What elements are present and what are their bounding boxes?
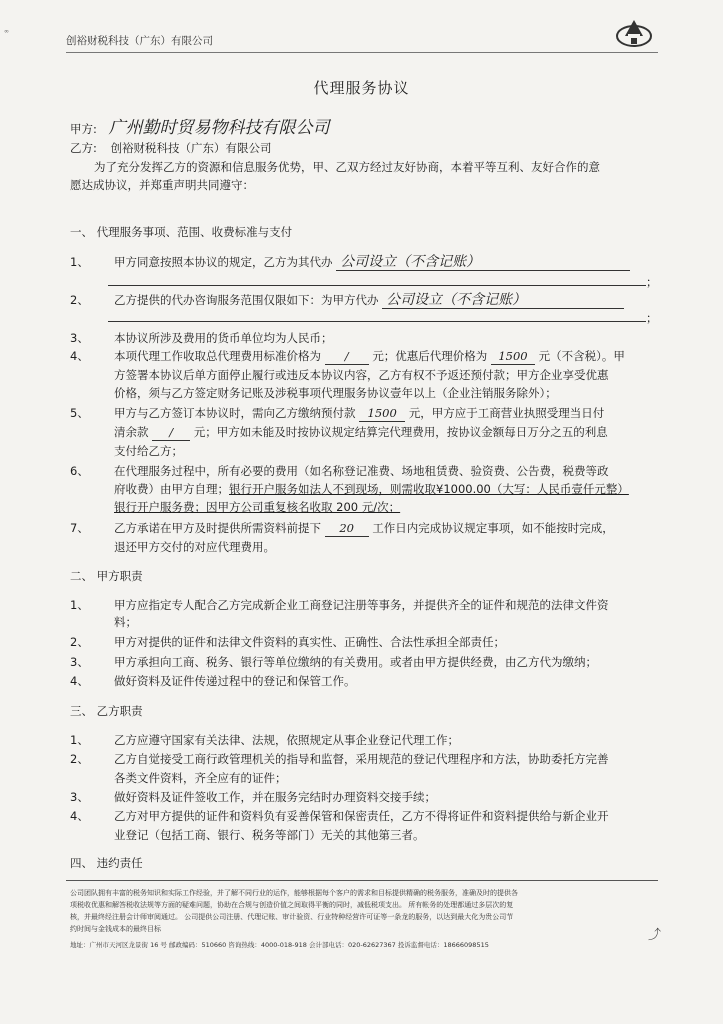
s1-item-4-line-3: 价格，须与乙方签定财务记账及涉税事项代理服务协议壹年以上（企业注销服务除外）； — [114, 386, 557, 400]
s1-item-4-standard-price-slash: / — [325, 348, 369, 365]
s1-item-1-line-2: ； — [108, 274, 658, 290]
s1-item-2-line-2: ； — [108, 310, 658, 326]
s1-item-4-discount-price: 1500 — [491, 348, 535, 365]
s1-item-5-line-1: 甲方与乙方签订本协议时，需向乙方缴纳预付款 1500 元，甲方应于工商营业执照受理当日付 — [114, 406, 605, 420]
s1-item-2-handwritten-service: 公司设立（不含记账） — [382, 292, 624, 309]
page-title: 代理服务协议 — [313, 79, 410, 97]
s2-item-1-number: 1、 — [70, 598, 89, 612]
s1-item-1-handwritten-service: 公司设立（不含记账） — [336, 254, 630, 271]
s1-item-1-number: 1、 — [70, 255, 89, 269]
s1-item-7-days: 20 — [325, 520, 369, 537]
s1-item-6-bank-fee-clause: 银行开户服务如法人不到现场，则需收取¥1000.00（大写：人民币壹仟元整） — [229, 482, 629, 496]
s2-item-1-line-2: 料； — [114, 615, 137, 629]
section-4-title: 四、 违约责任 — [70, 856, 143, 870]
s3-item-4-line-2: 业登记（包括工商、银行、税务等部门）无关的其他第三者。 — [114, 828, 425, 842]
s3-item-1-line-1: 乙方应遵守国家有关法律、法规，依照规定从事企业登记代理工作； — [114, 733, 459, 747]
party-b-row — [70, 140, 272, 156]
letterhead-company: 创裕财税科技（广东）有限公司 — [66, 35, 213, 47]
section-3-title: 三、 乙方职责 — [70, 704, 143, 718]
s1-item-6-number: 6、 — [70, 464, 89, 478]
s1-item-6-bank-fee-clause-2: 银行开户服务费；因甲方公司重复核名收取 200 元/次； — [114, 500, 401, 514]
stray-mark: ∞ — [4, 28, 9, 35]
s3-item-2-number: 2、 — [70, 752, 89, 766]
s1-item-1-line-1: 甲方同意按照本协议的规定，乙方为其代办 公司设立（不含记账） — [114, 254, 630, 271]
s1-item-4-line-1: 本项代理工作收取总代理费用标准价格为 / 元；优惠后代理价格为 1500 元（不含税）。甲 — [114, 349, 625, 363]
s2-item-3-line-1: 甲方承担向工商、税务、银行等单位缴纳的有关费用。或者由甲方提供经费，由乙方代为缴纳； — [114, 655, 597, 669]
party-a-row — [70, 120, 330, 137]
footer-divider — [66, 880, 658, 881]
s3-item-3-number: 3、 — [70, 790, 89, 804]
s1-item-5-line-2: 清余款 / 元；甲方如未能及时按协议规定结算完代理费用，按协议金额每日万分之五的利息 — [114, 425, 608, 439]
s1-item-3-line-1: 本协议所涉及费用的货币单位均为人民币； — [114, 331, 333, 345]
footer-text-line-3: 核，并最终经注册会计师审阅通过。 公司提供公司注册、代理记账、审计验资、行业特种经营许可证等一条龙的服务，以达到最大化为贵公司节 — [70, 913, 514, 921]
footer-text-line-1: 公司团队拥有丰富的税务知识和实际工作经验，并了解不同行业的运作，能够根据每个客户的需求和目标提供精确的税务服务，准确及时的提供各 — [70, 889, 518, 897]
section-1-title: 一、 代理服务事项、范围、收费标准与支付 — [70, 225, 293, 239]
footer-address: 地址：广州市天河区龙景街 16 号 邮政编码：510660 咨询热线：4000-018-918 会计部电话：020-62627367 投诉监督电话：18666098515 — [70, 941, 489, 949]
s3-item-1-number: 1、 — [70, 733, 89, 747]
s1-item-5-line-3: 支付给乙方； — [114, 444, 183, 458]
footer-text-line-4: 约时间与金钱成本的最终目标 — [70, 925, 161, 933]
s1-item-6-line-2: 府收费）由甲方自理；银行开户服务如法人不到现场，则需收取¥1000.00（大写：人民币壹仟元整） — [114, 482, 629, 496]
s3-item-3-line-1: 做好资料及证件签收工作，并在服务完结时办理资料交接手续； — [114, 790, 436, 804]
s3-item-4-line-1: 乙方对甲方提供的证件和资料负有妥善保管和保密责任，乙方不得将证件和资料提供给与新企业开 — [114, 809, 609, 823]
letterhead — [66, 30, 658, 53]
s1-item-7-line-1: 乙方承诺在甲方及时提供所需资料前提下 20 工作日内完成协议规定事项，如不能按时完成， — [114, 521, 614, 535]
party-b-name: 创裕财税科技（广东）有限公司 — [110, 141, 272, 155]
s2-item-2-number: 2、 — [70, 635, 89, 649]
s2-item-4-number: 4、 — [70, 674, 89, 688]
s2-item-2-line-1: 甲方对提供的证件和法律文件资料的真实性、正确性、合法性承担全部责任； — [114, 635, 505, 649]
corner-handwritten-mark: ⤴ — [648, 928, 662, 943]
s1-item-3-number: 3、 — [70, 331, 89, 345]
s1-item-5-number: 5、 — [70, 406, 89, 420]
s1-item-2-number: 2、 — [70, 293, 89, 307]
section-2-title: 二、 甲方职责 — [70, 569, 143, 583]
s1-item-6-line-1: 在代理服务过程中，所有必要的费用（如名称登记准费、场地租赁费、验资费、公告费，税费等政 — [114, 464, 609, 478]
s1-item-5-balance-slash: / — [152, 424, 190, 441]
party-a-handwritten-name: 广州勤时贸易物科技有限公司 — [108, 118, 330, 138]
s3-item-2-line-2: 各类文件资料，齐全应有的证件； — [114, 771, 287, 785]
s2-item-1-line-1: 甲方应指定专人配合乙方完成新企业工商登记注册等事务，并提供齐全的证件和规范的法律文件资 — [114, 598, 609, 612]
footer-text-line-2: 项税收优惠和解答税收法规等方面的疑难问题，协助在合规与创造价值之间取得平衡的同时，减低税项支出。 所有帐务的处理都通过多层次的复 — [70, 901, 514, 909]
s3-item-2-line-1: 乙方自觉接受工商行政管理机关的指导和监督，采用规范的登记代理程序和方法，协助委托方完善 — [114, 752, 609, 766]
s1-item-4-line-2: 方签署本协议后单方面停止履行或违反本协议内容，乙方有权不予返还预付款；甲方企业享受优惠 — [114, 368, 609, 382]
s1-item-7-number: 7、 — [70, 521, 89, 535]
s1-item-7-line-2: 退还甲方交付的对应代理费用。 — [114, 540, 275, 554]
company-logo-icon — [614, 16, 654, 50]
s1-item-2-line-1: 乙方提供的代办咨询服务范围仅限如下：为甲方代办 公司设立（不含记账） — [114, 292, 624, 309]
party-a-label: 甲方: — [70, 122, 97, 136]
s2-item-3-number: 3、 — [70, 655, 89, 669]
preamble-line-2: 愿达成协议，并郑重声明共同遵守： — [70, 178, 254, 192]
party-b-label: 乙方: — [70, 141, 97, 155]
preamble-line-1: 为了充分发挥乙方的资源和信息服务优势，甲、乙双方经过友好协商，本着平等互利、友好合作的意 — [94, 160, 600, 174]
s1-item-4-number: 4、 — [70, 349, 89, 363]
s1-item-5-prepayment: 1500 — [359, 405, 405, 422]
s2-item-4-line-1: 做好资料及证件传递过程中的登记和保管工作。 — [114, 674, 356, 688]
s1-item-6-line-3 — [114, 499, 400, 515]
s3-item-4-number: 4、 — [70, 809, 89, 823]
